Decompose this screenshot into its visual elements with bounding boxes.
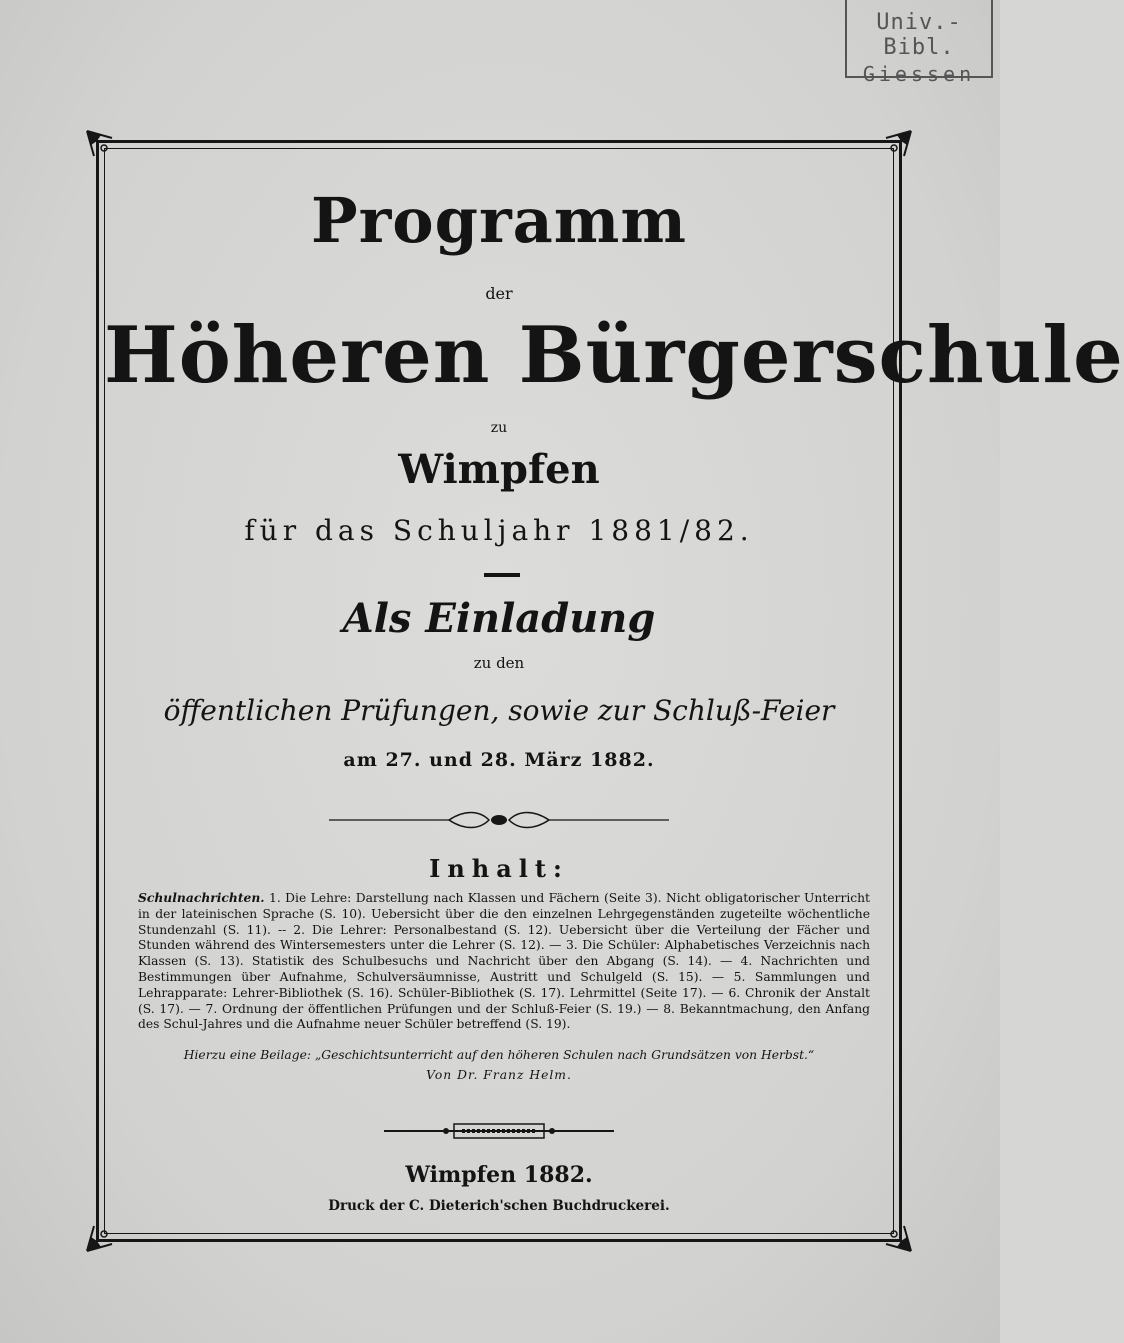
school-year: für das Schuljahr 1881/82. <box>244 514 754 547</box>
exam-description: öffentlichen Prüfungen, sowie zur Schluß-Feier <box>163 694 835 727</box>
title-page-content <box>104 148 1124 1234</box>
library-stamp <box>845 0 993 86</box>
exam-date: am 27. und 28. März 1882. <box>343 749 655 771</box>
short-divider <box>484 573 520 577</box>
supplement-author: Von Dr. Franz Helm. <box>426 1068 572 1082</box>
supplement-note: Hierzu eine Beilage: „Geschichtsunterricht auf den höheren Schulen nach Grundsätzen von Herbst.“ <box>183 1048 815 1062</box>
title-der: der <box>485 284 513 303</box>
ornament-divider-1-icon <box>329 808 669 832</box>
invitation-heading: Als Einladung <box>342 595 656 642</box>
imprint-place-year: Wimpfen 1882. <box>405 1162 593 1188</box>
stamp-line-1: Univ.-Bibl. <box>876 10 962 60</box>
stamp-line-2: Giessen <box>862 62 976 86</box>
contents-heading: Inhalt: <box>429 854 569 883</box>
title-programm: Programm <box>310 184 688 257</box>
ornament-divider-2-icon <box>384 1116 614 1146</box>
contents-label: Schulnachrichten. <box>138 890 265 905</box>
contents-list: 1. Die Lehre: Darstellung nach Klassen und Fächern (Seite 3). Nicht obligatorischer Unterricht in der lateinischen Sprache (S. 10). Uebersicht über die den einzelnen Lehrgegenständen zugeteilte wöchentliche Stundenzahl (S. 11). -- 2. Die Lehrer: Personalbestand (S. 12). Uebersicht über die Verteilung der Fächer und Stunden während des Wintersemesters unter die Lehrer (S. 12). — 3. Die Schüler: Alphabetisches Verzeichnis nach Klassen (S. 13). Statistik des Schulbesuchs und Nachricht über den Abgang (S. 14). — 4. Nachrichten und Bestimmungen über Aufnahme, Schulversäumnisse, Austritt und Schulgeld (S. 15). — 5. Sammlungen und Lehrapparate: Lehrer-Bibliothek (S. 16). Schüler-Bibliothek (S. 17). Lehrmittel (Seite 17). — 6. Chronik der Anstalt (S. 17). — 7. Ordnung der öffentlichen Prüfungen und der Schluß-Feier (S. 19.) — 8. Bekanntmachung, den Anfang des Schul-Jahres und die Aufnahme neuer Schüler betreffend (S. 19). <box>138 891 870 1032</box>
school-name: Höheren Bürgerschule <box>104 310 1124 401</box>
title-zu: zu <box>490 420 508 436</box>
invitation-zu-den: zu den <box>473 654 525 672</box>
town-name: Wimpfen <box>398 446 600 493</box>
imprint-printer: Druck der C. Dieterich'schen Buchdruckerei. <box>328 1198 670 1214</box>
contents-text <box>138 890 870 1033</box>
